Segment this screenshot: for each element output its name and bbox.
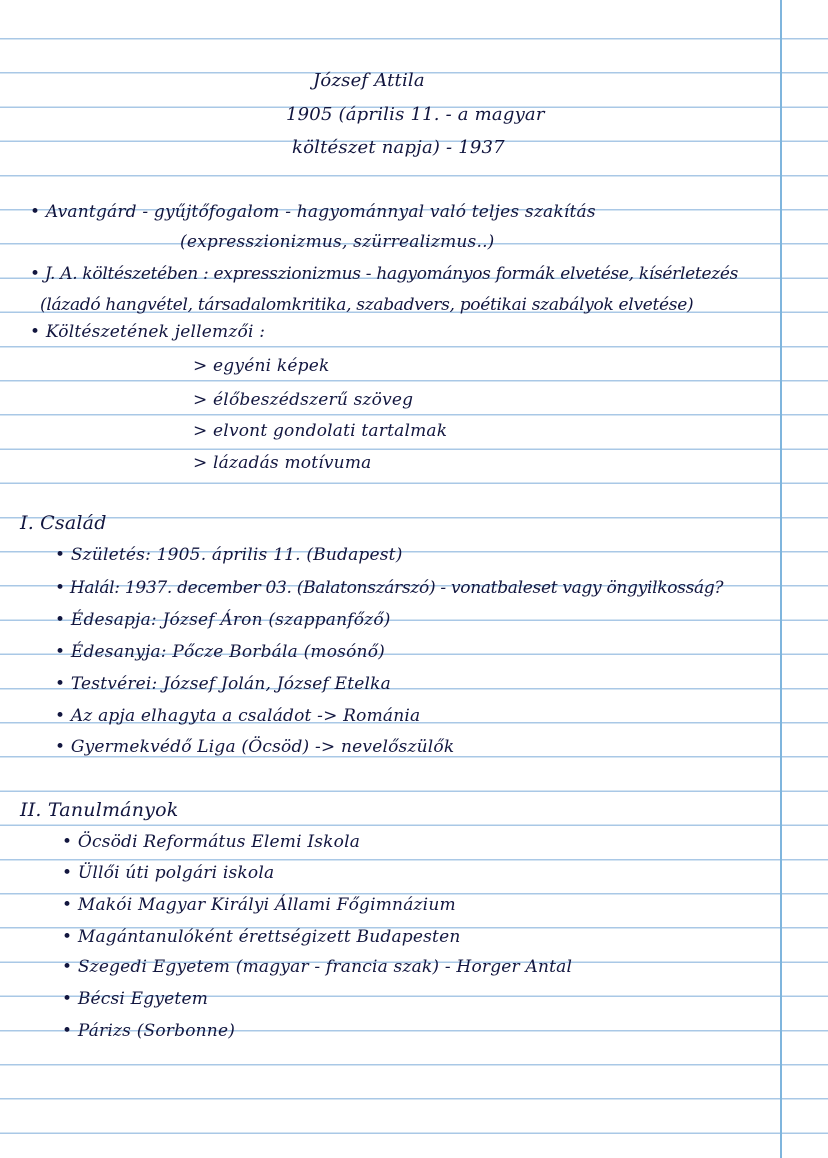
studies-item: • Magántanulóként érettségizett Budapesten bbox=[62, 927, 461, 947]
section-heading-family: I. Család bbox=[20, 512, 107, 534]
title-dates-continued: költészet napja) - 1937 bbox=[292, 137, 505, 158]
feature-item: > élőbeszédszerű szöveg bbox=[193, 390, 414, 410]
avantgarde-examples: (expresszionizmus, szürrealizmus..) bbox=[180, 232, 495, 252]
page-title: József Attila bbox=[313, 70, 425, 91]
avantgarde-note: • Avantgárd - gyűjtőfogalom - hagyománnyal való teljes szakítás bbox=[30, 202, 596, 222]
family-item: • Halál: 1937. december 03. (Balatonszárszó) - vonatbaleset vagy öngyilkosság? bbox=[55, 578, 724, 598]
section-heading-studies: II. Tanulmányok bbox=[20, 799, 179, 821]
feature-item: > egyéni képek bbox=[193, 356, 330, 376]
family-item: • Születés: 1905. április 11. (Budapest) bbox=[55, 545, 403, 565]
studies-item: • Bécsi Egyetem bbox=[62, 989, 209, 1009]
studies-item: • Öcsödi Református Elemi Iskola bbox=[62, 832, 361, 852]
studies-item: • Párizs (Sorbonne) bbox=[62, 1021, 236, 1041]
title-dates: 1905 (április 11. - a magyar bbox=[286, 104, 545, 125]
margin-line bbox=[780, 0, 782, 1158]
family-item: • Édesanyja: Pőcze Borbála (mosónő) bbox=[55, 642, 385, 662]
feature-item: > lázadás motívuma bbox=[193, 453, 372, 473]
studies-item: • Üllői úti polgári iskola bbox=[62, 863, 275, 883]
family-item: • Az apja elhagyta a családot -> Románia bbox=[55, 706, 421, 726]
family-item: • Édesapja: József Áron (szappanfőző) bbox=[55, 610, 391, 630]
family-item: • Gyermekvédő Liga (Öcsöd) -> nevelőszülők bbox=[55, 737, 455, 757]
poetry-features-heading: • Költészetének jellemzői : bbox=[30, 322, 266, 342]
studies-item: • Szegedi Egyetem (magyar - francia szak) - Horger Antal bbox=[62, 957, 573, 977]
poetry-note-details: (lázadó hangvétel, társadalomkritika, szabadvers, poétikai szabályok elvetése) bbox=[40, 295, 694, 315]
feature-item: > elvont gondolati tartalmak bbox=[193, 421, 448, 441]
poetry-note: • J. A. költészetében : expresszionizmus - hagyományos formák elvetése, kísérletezés bbox=[30, 264, 739, 284]
studies-item: • Makói Magyar Királyi Állami Főgimnázium bbox=[62, 895, 456, 915]
family-item: • Testvérei: József Jolán, József Etelka bbox=[55, 674, 392, 694]
